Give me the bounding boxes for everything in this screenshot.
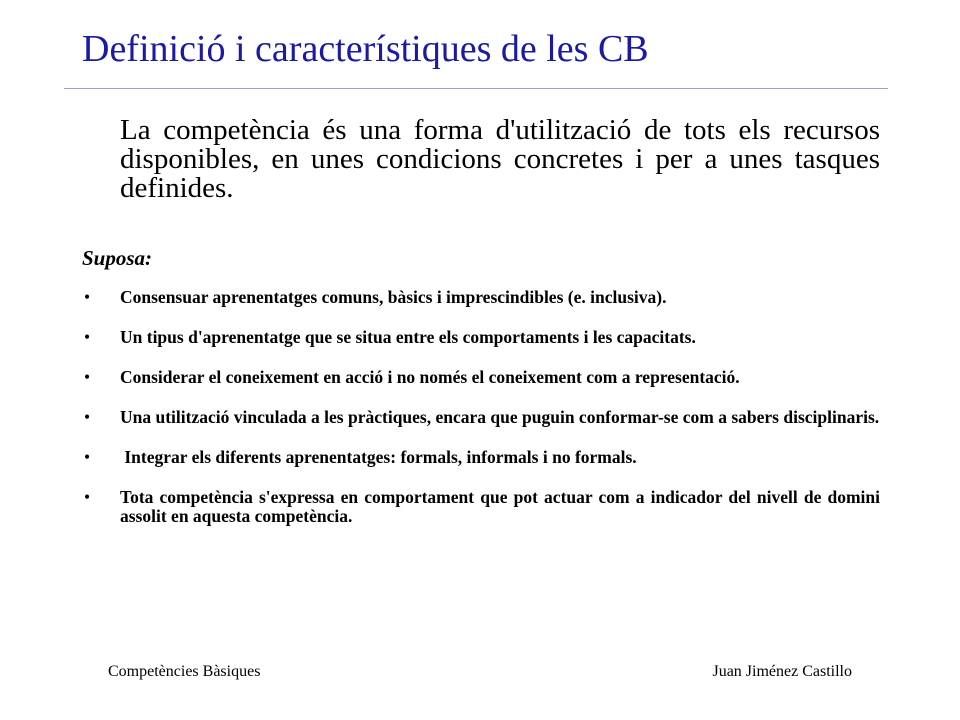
list-item: [82, 408, 880, 427]
list-item-text: Integrar els diferents aprenentatges: formals, informals i no formals.: [120, 447, 637, 467]
list-item: [82, 368, 880, 387]
bullet-icon: •: [84, 487, 91, 507]
footer-left: Competències Bàsiques: [108, 663, 261, 680]
title-divider: [64, 88, 888, 89]
list-item-text: Tota competència s'expressa en comportament que pot actuar com a indicador del nivell de domini assolit en aquesta competència.: [120, 487, 880, 526]
list-item: [82, 448, 880, 467]
section-heading: Suposa:: [82, 246, 153, 270]
footer-right: Juan Jiménez Castillo: [712, 663, 852, 680]
slide-title: Definició i característiques de les CB: [82, 28, 649, 70]
bullet-list: [82, 288, 880, 547]
bullet-icon: •: [84, 447, 91, 467]
bullet-icon: •: [84, 367, 91, 387]
list-item-text: Una utilització vinculada a les pràctiques, encara que puguin conformar-se com a sabers disciplinaris.: [120, 407, 880, 427]
bullet-icon: •: [84, 407, 91, 427]
list-item-text: Un tipus d'aprenentatge que se situa entre els comportaments i les capacitats.: [120, 327, 696, 347]
list-item: [82, 288, 880, 307]
intro-paragraph: La competència és una forma d'utilització de tots els recursos disponibles, en unes condicions concretes i per a unes tasques definides.: [120, 114, 880, 204]
list-item-text: Considerar el coneixement en acció i no només el coneixement com a representació.: [120, 367, 740, 387]
list-item: [82, 328, 880, 347]
bullet-icon: •: [84, 287, 91, 307]
list-item-text: Consensuar aprenentatges comuns, bàsics i imprescindibles (e. inclusiva).: [120, 287, 667, 307]
bullet-icon: •: [84, 327, 91, 347]
list-item: [82, 488, 880, 526]
